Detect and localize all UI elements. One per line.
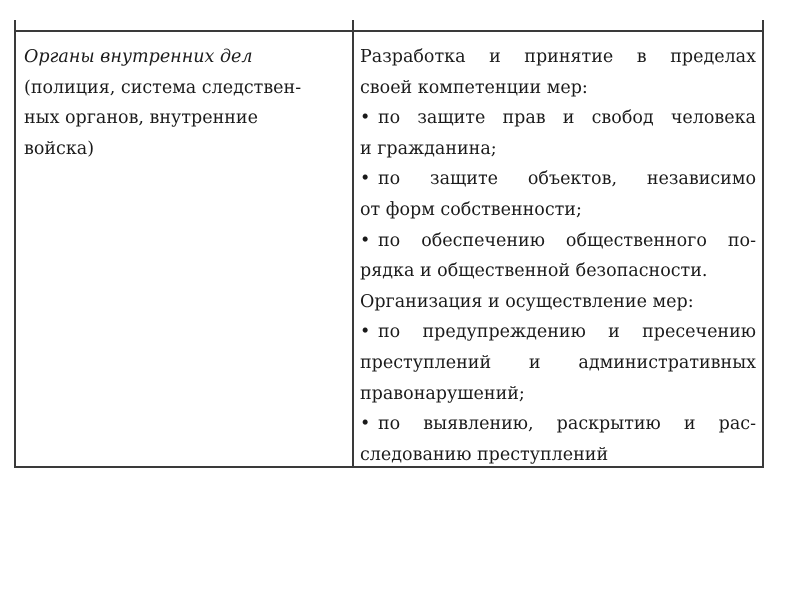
- table-cell-agency: [24, 42, 344, 164]
- table-border-left: [14, 20, 16, 468]
- table-border-top: [14, 30, 764, 32]
- function-line: [360, 134, 756, 165]
- function-line-text: правонарушений;: [360, 383, 525, 404]
- function-line: [360, 287, 756, 318]
- function-line-text: по защите объектов, независимо: [378, 169, 756, 190]
- function-line-text: по предупреждению и пресечению: [378, 322, 756, 343]
- agency-title: Органы внутренних дел: [24, 47, 253, 67]
- function-line: [360, 164, 756, 195]
- function-line: [360, 409, 756, 440]
- document-table: [14, 20, 764, 468]
- function-line: [360, 379, 756, 410]
- table-cell-functions: [360, 42, 756, 470]
- function-line-text: по выявлению, раскрытию и рас-: [378, 414, 756, 435]
- agency-description-line: ных органов, внутренние: [24, 108, 258, 129]
- function-line: [360, 256, 756, 287]
- function-line: [360, 317, 756, 348]
- function-line-text: следованию преступлений: [360, 444, 609, 465]
- function-line-text: своей компетенции мер:: [360, 77, 588, 98]
- function-line: [360, 42, 756, 73]
- function-line-text: и гражданина;: [360, 138, 497, 159]
- bullet-icon: •: [360, 414, 371, 435]
- bullet-icon: •: [360, 230, 371, 251]
- bullet-icon: •: [360, 322, 371, 343]
- function-line-text: Организация и осуществление мер:: [360, 291, 694, 312]
- table-border-right: [762, 20, 764, 468]
- function-line: [360, 73, 756, 104]
- function-line-text: преступлений и административных: [360, 352, 756, 373]
- function-line: [360, 195, 756, 226]
- function-line-text: по обеспечению общественного по-: [378, 230, 756, 251]
- agency-description-line: (полиция, система следствен-: [24, 77, 302, 98]
- bullet-icon: •: [360, 108, 371, 129]
- agency-description-line: войска): [24, 138, 95, 159]
- function-line-text: от форм собственности;: [360, 199, 582, 220]
- function-line: [360, 103, 756, 134]
- function-line-text: рядка и общественной безопасности.: [360, 261, 708, 282]
- bullet-icon: •: [360, 169, 371, 190]
- function-line-text: по защите прав и свобод человека: [378, 108, 756, 129]
- function-line: [360, 348, 756, 379]
- function-line: [360, 226, 756, 257]
- function-line-text: Разработка и принятие в пределах: [360, 47, 756, 67]
- function-line: [360, 440, 756, 471]
- table-column-divider: [352, 20, 354, 468]
